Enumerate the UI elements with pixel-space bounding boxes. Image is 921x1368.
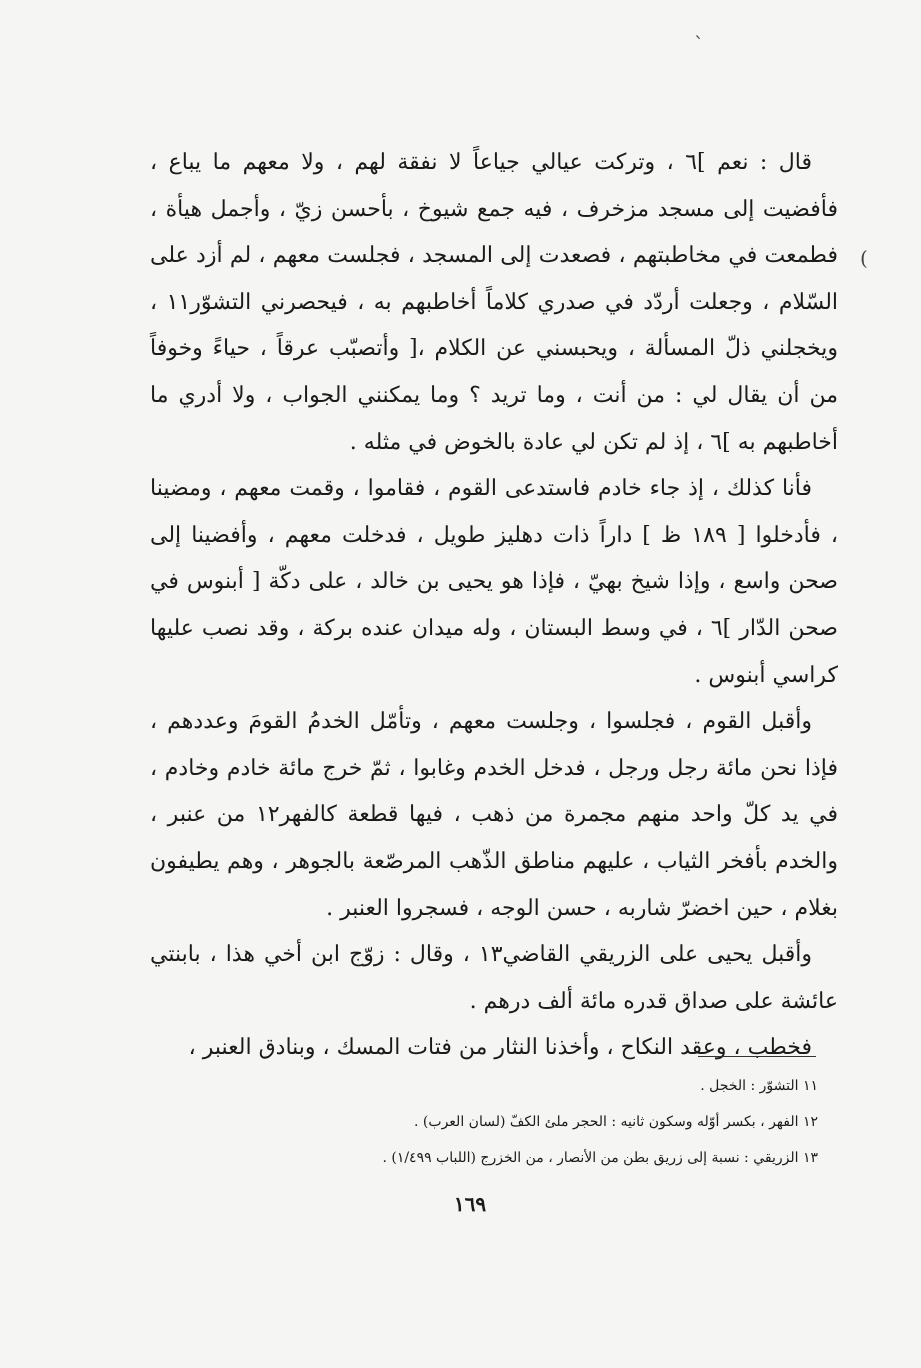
footnotes xyxy=(150,1068,818,1176)
paragraph: وأقبل يحيى على الزريقي القاضي١٣ ، وقال : زوّج ابن أخي هذا ، بابنتي عائشة على صداق قدره مائة ألف درهم . xyxy=(150,942,838,1014)
paragraph: فخطب ، وعقد النكاح ، وأخذنا النثار من فتات المسك ، وبنادق العنبر ، xyxy=(188,1035,812,1061)
paragraph: قال : نعم ]٦ ، وتركت عيالي جياعاً لا نفقة لهم ، ولا معهم ما يباع ، فأفضيت إلى مسجد مزخرف ، فيه جمع شيوخ ، بأحسن زيّ ، وأجمل هيأة ، فطمعت في مخاطبتهم ، فصعدت إلى المسجد ، فجلست معهم ، لم أزد على السّلام ، وجعلت أردّد في صدري كلاماً أخاطبهم به ، فيحصرني التشوّر١١ ، ويخجلني ذلّ المسألة ، ويحبسني عن الكلام ،[ وأتصبّب عرقاً ، حياءً وخوفاً من أن يقال لي : من أنت ، وما تريد ؟ وما يمكنني الجواب ، ولا أدري ما أخاطبهم به ]٦ ، إذ لم تكن لي عادة بالخوض في مثله . xyxy=(150,150,839,455)
paragraph: وأقبل القوم ، فجلسوا ، وجلست معهم ، وتأمّل الخدمُ القومَ وعددهم ، فإذا نحن مائة رجل ورجل ، فدخل الخدم وغابوا ، ثمّ خرج مائة خادم وخادم ، في يد كلّ واحد منهم مجمرة من ذهب ، فيها قطعة كالفهر١٢ من عنبر ، والخدم بأفخر الثياب ، عليهم مناطق الذّهب المرصّعة بالجوهر ، وهم يطيفون بغلام ، حين اخضرّ شاربه ، حسن الوجه ، فسجروا العنبر . xyxy=(150,709,839,921)
paragraph: فأنا كذلك ، إذ جاء خادم فاستدعى القوم ، فقاموا ، وقمت معهم ، ومضينا ، فأدخلوا [ ١٨٩ ظ ] داراً ذات دهليز طويل ، فدخلت معهم ، وأفضينا إلى صحن واسع ، وإذا شيخ بهيّ ، فإذا هو يحيى بن خالد ، على دكّة [ أبنوس في صحن الدّار ]٦ ، في وسط البستان ، وله ميدان عنده بركة ، وقد نصب عليها كراسي أبنوس . xyxy=(150,476,838,688)
footnote: ١٣ الزريقي : نسبة إلى زريق بطن من الأنصار ، من الخزرج (اللباب ١/٤٩٩) . xyxy=(382,1150,818,1166)
footnote-rule xyxy=(698,1056,816,1057)
footnote: ١٢ الفهر ، بكسر أوّله وسكون ثانيه : الحجر ملئ الكفّ (لسان العرب) . xyxy=(414,1114,818,1130)
body-text xyxy=(150,140,838,1072)
stray-mark: ` xyxy=(694,32,704,56)
page-number: ١٦٩ xyxy=(453,1192,487,1216)
footnote: ١١ التشوّر : الخجل . xyxy=(700,1078,818,1094)
margin-mark: ( xyxy=(860,246,868,270)
